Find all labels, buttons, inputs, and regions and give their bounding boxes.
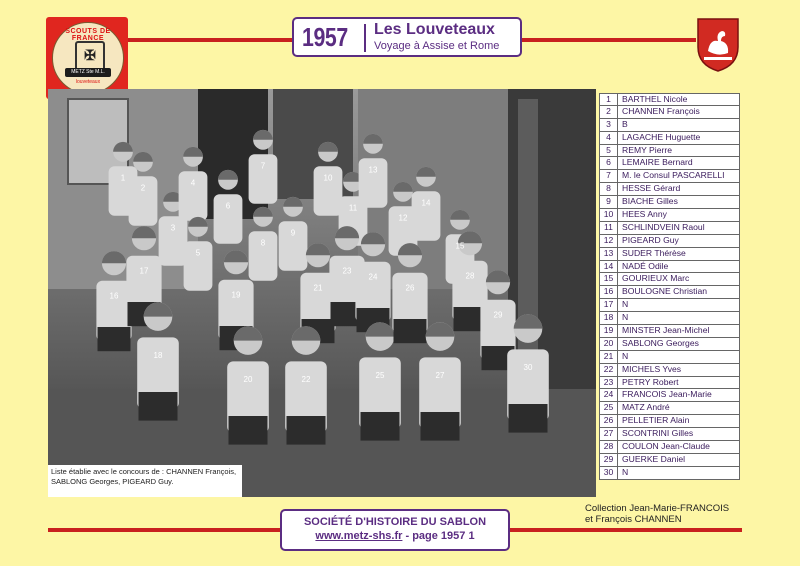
page-subtitle: Voyage à Assise et Rome bbox=[374, 40, 500, 52]
list-item-number: 16 bbox=[600, 286, 618, 298]
list-item-name: HEES Anny bbox=[622, 209, 667, 220]
photo-number-label: 27 bbox=[435, 371, 445, 381]
photo-number-label: 25 bbox=[375, 371, 385, 381]
list-item bbox=[599, 325, 740, 338]
list-item bbox=[599, 261, 740, 274]
list-item-number: 17 bbox=[600, 299, 618, 311]
list-item-number: 25 bbox=[600, 402, 618, 414]
photo-number-label: 4 bbox=[190, 178, 196, 188]
list-item-name: BIACHE Gilles bbox=[622, 196, 678, 207]
collection-line-1: Collection Jean-Marie-FRANCOIS bbox=[585, 503, 730, 514]
list-item bbox=[599, 248, 740, 261]
figure-shorts bbox=[98, 327, 131, 351]
footer-url-line bbox=[282, 530, 508, 542]
list-item bbox=[599, 454, 740, 467]
list-item-name: M. le Consul PASCARELLI bbox=[622, 170, 725, 181]
photo-number-label: 17 bbox=[139, 266, 149, 276]
page-number: - page 1957 1 bbox=[402, 530, 475, 542]
list-item bbox=[599, 119, 740, 132]
list-item-number: 5 bbox=[600, 145, 618, 157]
list-item-name: SCONTRINI Gilles bbox=[622, 428, 694, 439]
coat-of-arms-icon bbox=[696, 17, 740, 73]
list-item-number: 13 bbox=[600, 248, 618, 260]
list-item bbox=[599, 157, 740, 170]
list-item bbox=[599, 364, 740, 377]
footer-box bbox=[280, 509, 510, 551]
photo-number-label: 15 bbox=[455, 241, 465, 251]
list-item bbox=[599, 93, 740, 106]
photo-number-label: 10 bbox=[323, 173, 333, 183]
list-item bbox=[599, 312, 740, 325]
list-item-name: LAGACHE Huguette bbox=[622, 131, 701, 142]
list-item-number: 10 bbox=[600, 209, 618, 221]
list-item-number: 29 bbox=[600, 454, 618, 466]
figure-shorts bbox=[394, 319, 427, 343]
photo-number-label: 20 bbox=[243, 375, 253, 385]
photo-number-label: 6 bbox=[225, 201, 231, 211]
photo-number-label: 19 bbox=[231, 290, 241, 300]
list-item-number: 24 bbox=[600, 389, 618, 401]
group-photo-canvas bbox=[48, 89, 596, 497]
photo-number-label: 14 bbox=[421, 198, 431, 208]
photo-caption: Liste établie avec le concours de : CHANNEN François, SABLONG Georges, PIGEARD Guy. bbox=[48, 465, 242, 497]
figure-shorts bbox=[139, 392, 178, 421]
list-item-number: 2 bbox=[600, 106, 618, 118]
list-item bbox=[599, 183, 740, 196]
list-item-name: PETRY Robert bbox=[622, 376, 679, 387]
photo-number-label: 12 bbox=[398, 213, 408, 223]
photo-number-label: 13 bbox=[368, 165, 378, 175]
photo-number-label: 2 bbox=[140, 183, 146, 193]
list-item-name: N bbox=[622, 350, 629, 361]
list-item-number: 12 bbox=[600, 235, 618, 247]
list-item-name: LEMAIRE Bernard bbox=[622, 157, 693, 168]
list-item-number: 26 bbox=[600, 415, 618, 427]
footer-rule-right bbox=[510, 528, 742, 532]
figure-shorts bbox=[361, 412, 400, 441]
title-divider bbox=[364, 24, 366, 52]
list-item-number: 28 bbox=[600, 441, 618, 453]
people-list bbox=[599, 93, 740, 480]
list-item-name: N bbox=[622, 312, 629, 323]
list-item bbox=[599, 402, 740, 415]
list-item-name: CHANNEN François bbox=[622, 105, 700, 116]
figure-shorts bbox=[509, 404, 548, 433]
photo-number-label: 1 bbox=[120, 173, 126, 183]
list-item-name: PIGEARD Guy bbox=[622, 234, 679, 245]
list-item-name: GOURIEUX Marc bbox=[622, 273, 690, 284]
list-item bbox=[599, 106, 740, 119]
photo-number-label: 28 bbox=[465, 271, 475, 281]
year-label: 1957 bbox=[302, 22, 348, 52]
list-item bbox=[599, 299, 740, 312]
photo-number-label: 22 bbox=[301, 375, 311, 385]
list-item-name: MICHELS Yves bbox=[622, 363, 682, 374]
society-url-link[interactable]: www.metz-shs.fr bbox=[315, 530, 403, 542]
logo-ribbon-text: METZ Ste M.L. bbox=[71, 69, 105, 75]
photo-number-label: 9 bbox=[290, 228, 296, 238]
list-item-number: 22 bbox=[600, 364, 618, 376]
list-item-name: MATZ André bbox=[622, 402, 670, 413]
list-item-number: 8 bbox=[600, 183, 618, 195]
list-item-number: 23 bbox=[600, 377, 618, 389]
logo-disc bbox=[52, 22, 124, 94]
list-item bbox=[599, 338, 740, 351]
list-item-name: REMY Pierre bbox=[622, 144, 672, 155]
list-item-name: NADÉ Odile bbox=[622, 260, 669, 271]
list-item-name: B bbox=[622, 118, 628, 129]
list-item-number: 30 bbox=[600, 467, 618, 479]
list-item-number: 4 bbox=[600, 132, 618, 144]
figure-shorts bbox=[421, 412, 460, 441]
scouts-logo bbox=[46, 17, 128, 99]
list-item-name: SUDER Thérèse bbox=[622, 247, 686, 258]
list-item bbox=[599, 235, 740, 248]
list-item-number: 27 bbox=[600, 428, 618, 440]
photo-number-label: 11 bbox=[348, 203, 358, 213]
list-item-name: FRANCOIS Jean-Marie bbox=[622, 389, 712, 400]
list-item-number: 7 bbox=[600, 170, 618, 182]
list-item-name: SCHLINDVEIN Raoul bbox=[622, 221, 705, 232]
list-item bbox=[599, 415, 740, 428]
photo-number-label: 16 bbox=[109, 291, 119, 301]
list-item bbox=[599, 209, 740, 222]
list-item bbox=[599, 351, 740, 364]
list-item bbox=[599, 441, 740, 454]
list-item bbox=[599, 389, 740, 402]
list-item-name: N bbox=[622, 466, 629, 477]
list-item-name: BARTHEL Nicole bbox=[622, 94, 688, 104]
photo-number-label: 8 bbox=[260, 238, 266, 248]
list-item-number: 20 bbox=[600, 338, 618, 350]
list-item bbox=[599, 467, 740, 480]
title-box bbox=[292, 17, 522, 57]
collection-credit bbox=[585, 503, 729, 525]
list-item-number: 15 bbox=[600, 273, 618, 285]
list-item-number: 1 bbox=[600, 94, 618, 105]
figure-shorts bbox=[287, 416, 326, 445]
photo-number-label: 7 bbox=[260, 161, 266, 171]
list-item-number: 3 bbox=[600, 119, 618, 131]
photo-number-label: 24 bbox=[368, 272, 378, 282]
list-item bbox=[599, 132, 740, 145]
list-item-number: 18 bbox=[600, 312, 618, 324]
list-item-name: BOULOGNE Christian bbox=[622, 286, 708, 297]
list-item bbox=[599, 222, 740, 235]
list-item-name: N bbox=[622, 299, 629, 310]
page-title: Les Louveteaux bbox=[374, 21, 495, 38]
list-item-number: 21 bbox=[600, 351, 618, 363]
logo-ribbon bbox=[65, 68, 111, 77]
list-item bbox=[599, 145, 740, 158]
group-photo bbox=[48, 89, 596, 497]
list-item-number: 14 bbox=[600, 261, 618, 273]
photo-number-label: 3 bbox=[170, 223, 176, 233]
list-item-number: 9 bbox=[600, 196, 618, 208]
logo-ring-bottom: louveteaux bbox=[75, 79, 101, 85]
list-item bbox=[599, 377, 740, 390]
photo-number-label: 18 bbox=[153, 351, 163, 361]
photo-number-label: 5 bbox=[195, 248, 201, 258]
photo-number-label: 29 bbox=[493, 310, 503, 320]
society-name: SOCIÉTÉ D'HISTOIRE DU SABLON bbox=[303, 516, 487, 528]
photo-number-label: 30 bbox=[523, 363, 533, 373]
list-item-name: PELLETIER Alain bbox=[622, 415, 690, 426]
logo-ring-top: SCOUTS DE FRANCE bbox=[65, 28, 111, 42]
figure-shorts bbox=[229, 416, 268, 445]
list-item bbox=[599, 170, 740, 183]
fleur-cross-icon: ✠ bbox=[75, 41, 105, 71]
header-rule-right bbox=[522, 38, 696, 42]
list-item-name: COULON Jean-Claude bbox=[622, 441, 710, 452]
footer-rule-left bbox=[48, 528, 280, 532]
list-item-name: MINSTER Jean-Michel bbox=[622, 325, 710, 336]
list-item-number: 11 bbox=[600, 222, 618, 234]
list-item bbox=[599, 273, 740, 286]
list-item bbox=[599, 428, 740, 441]
photo-number-label: 21 bbox=[313, 283, 323, 293]
photo-number-label: 23 bbox=[342, 266, 352, 276]
list-item-number: 19 bbox=[600, 325, 618, 337]
header-rule-left bbox=[128, 38, 292, 42]
collection-line-2: et François CHANNEN bbox=[585, 514, 682, 525]
list-item bbox=[599, 196, 740, 209]
list-item-name: GUERKE Daniel bbox=[622, 453, 686, 464]
list-item bbox=[599, 286, 740, 299]
list-item-name: SABLONG Georges bbox=[622, 337, 699, 348]
photo-number-label: 26 bbox=[405, 283, 415, 293]
list-item-name: HESSE Gérard bbox=[622, 183, 681, 194]
list-item-number: 6 bbox=[600, 157, 618, 169]
